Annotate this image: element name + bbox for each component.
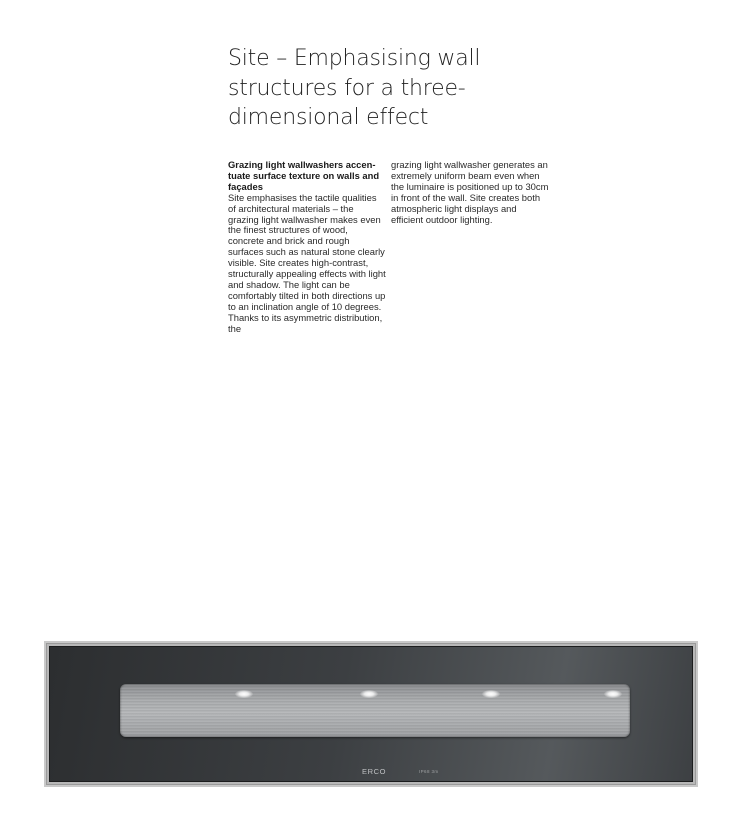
luminaire-lens bbox=[120, 684, 630, 737]
body-paragraph-2: grazing light wallwasher generates an extremely uniform beam even when the luminaire is positioned up to 30cm in front of the wall. Site creates both atmospheric light displays and efficient outdoor lighting. bbox=[391, 159, 549, 225]
page-title: Site – Emphasising wall structures for a three-dimensional effect bbox=[228, 46, 481, 130]
lead-paragraph: Grazing light wallwashers accen-tuate surface texture on walls and façades bbox=[228, 159, 380, 192]
body-paragraph-1: Site emphasises the tactile qualities of architectural materials – the grazing light wallwasher makes even the finest structures of wood, concrete and brick and rough surfaces such as natural stone clearly visible. Site creates high-contrast, structurally appealing effects with light and shadow. The light can be comfortably tilted in both directions up to an inclination angle of 10 degrees. Thanks to its asymmetric distribution, the bbox=[228, 191, 386, 334]
led-highlight bbox=[360, 690, 378, 698]
led-highlight bbox=[604, 690, 622, 698]
led-highlight bbox=[482, 690, 500, 698]
text-column-1 bbox=[228, 160, 386, 335]
spec-marking: IP68 3m bbox=[419, 769, 439, 774]
led-highlight bbox=[235, 690, 253, 698]
brand-logo: ERCO bbox=[362, 767, 387, 776]
luminaire-housing bbox=[49, 646, 693, 782]
luminaire-product-image bbox=[44, 641, 698, 787]
text-column-2 bbox=[391, 160, 549, 225]
